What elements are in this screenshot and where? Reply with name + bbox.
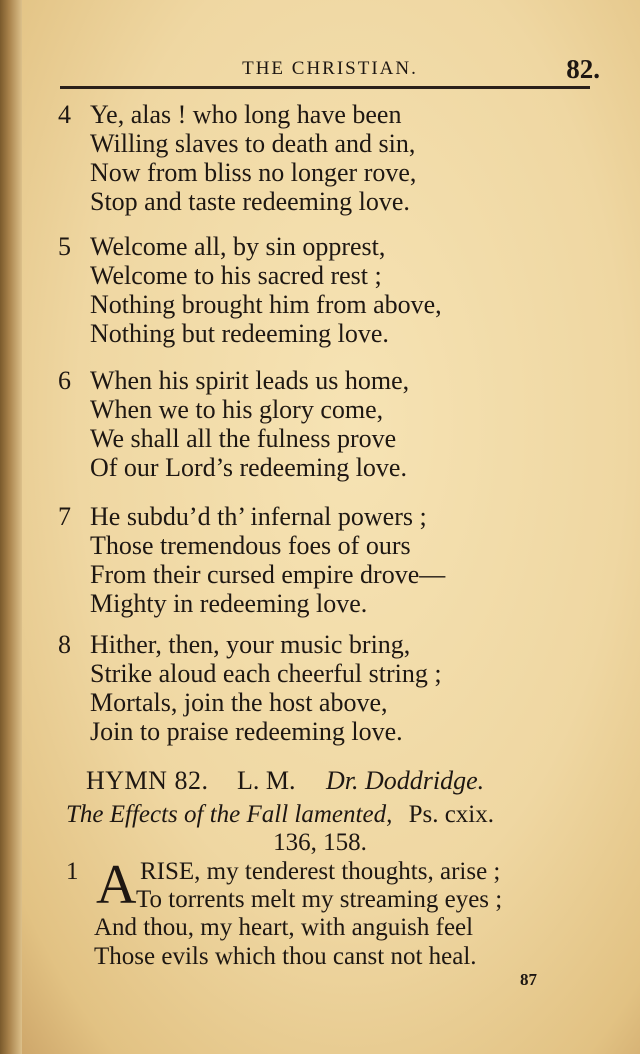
signature-mark: 87 bbox=[520, 970, 537, 989]
hymn-subtitle bbox=[66, 800, 586, 829]
verse-line: Mighty in redeeming love. bbox=[90, 589, 368, 618]
running-head-title: THE CHRISTIAN. bbox=[242, 58, 418, 79]
stanza-5 bbox=[58, 232, 618, 348]
stanza-number: 5 bbox=[58, 232, 71, 261]
verse-line: Stop and taste redeeming love. bbox=[90, 187, 410, 216]
verse-line: Strike aloud each cheerful string ; bbox=[90, 659, 442, 688]
verse-line: Ye, alas ! who long have been bbox=[90, 100, 402, 129]
stanza-number: 8 bbox=[58, 630, 71, 659]
verse-line: Willing slaves to death and sin, bbox=[90, 129, 416, 158]
verse-line: Mortals, join the host above, bbox=[90, 688, 388, 717]
hymn-number: HYMN 82. bbox=[86, 766, 209, 795]
verse-line: When his spirit leads us home, bbox=[90, 366, 410, 395]
running-head bbox=[60, 54, 600, 88]
drop-cap: A bbox=[96, 854, 137, 916]
hymn-meter: L. M. bbox=[236, 766, 296, 795]
hymn-heading bbox=[86, 766, 586, 796]
verse-line: From their cursed empire drove— bbox=[90, 560, 446, 589]
verse-line: Welcome to his sacred rest ; bbox=[90, 261, 382, 290]
verse-line: Nothing but redeeming love. bbox=[90, 319, 389, 348]
verse-line: Nothing brought him from above, bbox=[90, 290, 442, 319]
hymn-author: Dr. Doddridge. bbox=[325, 766, 485, 795]
stanza-6 bbox=[58, 366, 618, 482]
stanza-number: 6 bbox=[58, 366, 71, 395]
verse-number: 1 bbox=[66, 858, 79, 885]
verse-line: He subdu’d th’ infernal powers ; bbox=[90, 502, 427, 531]
header-rule bbox=[60, 86, 590, 89]
binding-edge bbox=[0, 0, 22, 1054]
verse-line: When we to his glory come, bbox=[90, 395, 384, 424]
verse-line: Now from bliss no longer rove, bbox=[90, 158, 417, 187]
verse-line: Hither, then, your music bring, bbox=[90, 630, 411, 659]
hymn-subtitle-text: The Effects of the Fall lamented, bbox=[66, 801, 393, 828]
scripture-reference-continued: 136, 158. bbox=[273, 829, 367, 856]
stanza-4 bbox=[58, 100, 618, 216]
stanza-8 bbox=[58, 630, 618, 746]
stanza-number: 7 bbox=[58, 502, 71, 531]
verse-line: Those tremendous foes of ours bbox=[90, 531, 411, 560]
stanza-number: 4 bbox=[58, 100, 71, 129]
verse-line: Join to praise redeeming love. bbox=[90, 717, 403, 746]
scripture-reference: Ps. cxix. bbox=[408, 801, 495, 828]
page-number: 82. bbox=[566, 54, 600, 84]
stanza-7 bbox=[58, 502, 618, 618]
verse-line: Of our Lord’s redeeming love. bbox=[90, 453, 407, 482]
verse-line: RISE, my tenderest thoughts, arise ; bbox=[140, 858, 501, 885]
verse-line: We shall all the fulness prove bbox=[90, 424, 397, 453]
verse-line: To torrents melt my streaming eyes ; bbox=[136, 886, 503, 913]
verse-line: Welcome all, by sin opprest, bbox=[90, 232, 386, 261]
verse-line: And thou, my heart, with anguish feel bbox=[94, 914, 474, 941]
verse-line: Those evils which thou canst not heal. bbox=[94, 943, 477, 970]
